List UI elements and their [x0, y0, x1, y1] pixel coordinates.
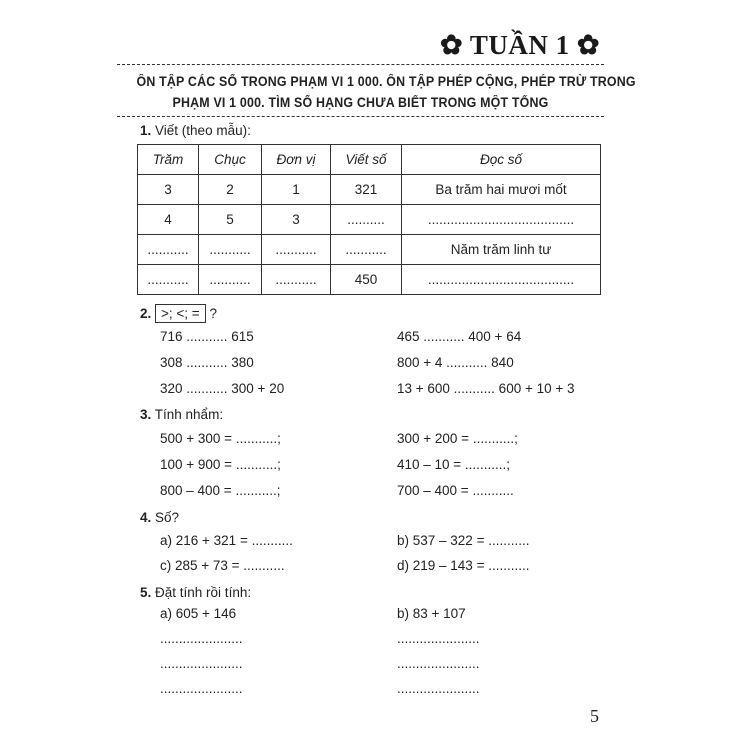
cell: ........... [331, 235, 402, 265]
divider [117, 64, 604, 65]
cell: ........... [199, 265, 262, 295]
col-header: Trăm [138, 145, 199, 175]
exercise-item: 320 ........... 300 + 20 [160, 381, 285, 396]
table-row [138, 235, 601, 265]
exercise-item: 410 – 10 = ...........; [397, 457, 510, 472]
col-header: Viết số [331, 145, 402, 175]
col-header: Đọc số [402, 145, 601, 175]
answer-blank: ...................... [397, 631, 480, 646]
exercise-item: 800 – 400 = ...........; [160, 483, 281, 498]
exercise-item: b) 83 + 107 [397, 606, 466, 621]
table-row [138, 205, 601, 235]
cell: ....................................... [402, 265, 601, 295]
exercise-item: 308 ........... 380 [160, 355, 254, 370]
exercise-3-title: 3. Tính nhẩm: [140, 407, 224, 422]
exercise-item: 716 ........... 615 [160, 329, 254, 344]
cell: ....................................... [402, 205, 601, 235]
cell: 321 [331, 175, 402, 205]
cell: ........... [262, 265, 331, 295]
exercise-item: c) 285 + 73 = ........... [160, 558, 285, 573]
divider [117, 116, 604, 117]
page-number: 5 [590, 706, 599, 726]
answer-blank: ...................... [160, 631, 243, 646]
cell: 2 [199, 175, 262, 205]
exercise-4-title: 4. Số? [140, 510, 180, 525]
exercise-1-title: 1. Viết (theo mẫu): [140, 123, 251, 138]
exercise-item: 13 + 600 ........... 600 + 10 + 3 [397, 381, 575, 396]
cell: ........... [199, 235, 262, 265]
cell: 3 [138, 175, 199, 205]
cell: ........... [262, 235, 331, 265]
cell: Năm trăm linh tư [402, 235, 601, 265]
answer-blank: ...................... [160, 656, 243, 671]
exercise-item: a) 605 + 146 [160, 606, 237, 621]
col-header: Đơn vị [262, 145, 331, 175]
exercise-item: a) 216 + 321 = ........... [160, 533, 293, 548]
answer-blank: ...................... [397, 681, 480, 696]
exercise-item: d) 219 – 143 = ........... [397, 558, 530, 573]
cell: Ba trăm hai mươi mốt [402, 175, 601, 205]
cell: 4 [138, 205, 199, 235]
exercise-item: 300 + 200 = ...........; [397, 431, 518, 446]
lesson-heading-line1: ÔN TẬP CÁC SỐ TRONG PHẠM VI 1 000. ÔN TẬP PHÉP CỘNG, PHÉP TRỪ TRONG [136, 74, 636, 89]
exercise-2-title: 2. >; <; = ? [140, 306, 217, 321]
cell: 1 [262, 175, 331, 205]
table-row [138, 265, 601, 295]
week-title: ✿ TUẦN 1 ✿ [439, 30, 600, 60]
exercise-item: 500 + 300 = ...........; [160, 431, 281, 446]
cell: 3 [262, 205, 331, 235]
exercise-5-title: 5. Đặt tính rồi tính: [140, 585, 252, 600]
cell: ........... [138, 265, 199, 295]
exercise-item: 100 + 900 = ...........; [160, 457, 281, 472]
lesson-heading-line2: PHẠM VI 1 000. TÌM SỐ HẠNG CHƯA BIẾT TRONG MỘT TỔNG [172, 95, 549, 110]
cell: .......... [331, 205, 402, 235]
answer-blank: ...................... [160, 681, 243, 696]
exercise-item: 800 + 4 ........... 840 [397, 355, 514, 370]
table-row [138, 175, 601, 205]
answer-blank: ...................... [397, 656, 480, 671]
cell: 450 [331, 265, 402, 295]
col-header: Chục [199, 145, 262, 175]
cell: ........... [138, 235, 199, 265]
exercise-item: 700 – 400 = ........... [397, 483, 514, 498]
exercise-item: 465 ........... 400 + 64 [397, 329, 522, 344]
exercise-item: b) 537 – 322 = ........... [397, 533, 530, 548]
cell: 5 [199, 205, 262, 235]
place-value-table [137, 144, 601, 295]
comparison-signs-box: >; <; = [155, 304, 206, 323]
table-header-row [138, 145, 601, 175]
